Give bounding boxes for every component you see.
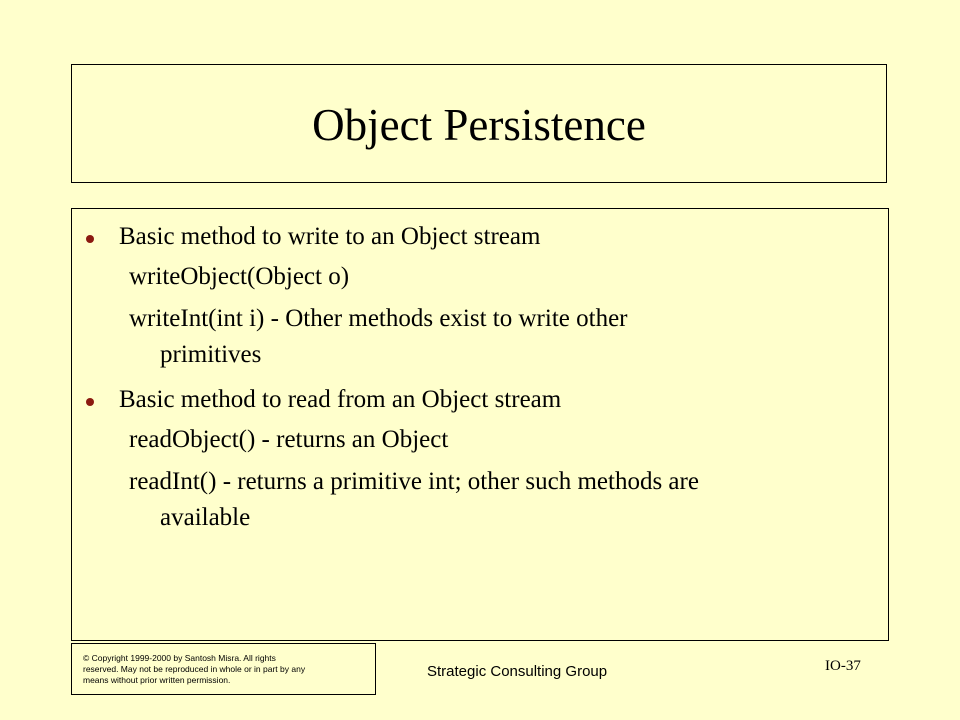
sub-item-line-continuation: available xyxy=(160,504,251,531)
bullet-text: Basic method to read from an Object stream xyxy=(119,386,562,413)
organization-name: Strategic Consulting Group xyxy=(427,663,608,680)
content-box xyxy=(71,208,889,641)
sub-item-line: readObject() - returns an Object xyxy=(129,426,449,453)
bullet-dot-icon xyxy=(86,398,94,406)
page-number: IO-37 xyxy=(825,658,861,674)
copyright-notice xyxy=(71,643,376,695)
sub-item-line: writeObject(Object o) xyxy=(129,263,350,290)
bullet-text: Basic method to write to an Object stream xyxy=(119,223,541,250)
copyright-line: © Copyright 1999-2000 by Santosh Misra. All rights xyxy=(83,653,276,663)
copyright-line: means without prior written permission. xyxy=(83,675,231,685)
bullet-dot-icon xyxy=(86,235,94,243)
slide-title: Object Persistence xyxy=(312,100,646,150)
copyright-line: reserved. May not be reproduced in whole or in part by any xyxy=(83,664,306,674)
sub-item-line: readInt() - returns a primitive int; other such methods are xyxy=(129,468,699,495)
sub-item-line-continuation: primitives xyxy=(160,341,262,368)
title-box xyxy=(71,64,887,183)
sub-item-line: writeInt(int i) - Other methods exist to write other xyxy=(129,305,628,332)
